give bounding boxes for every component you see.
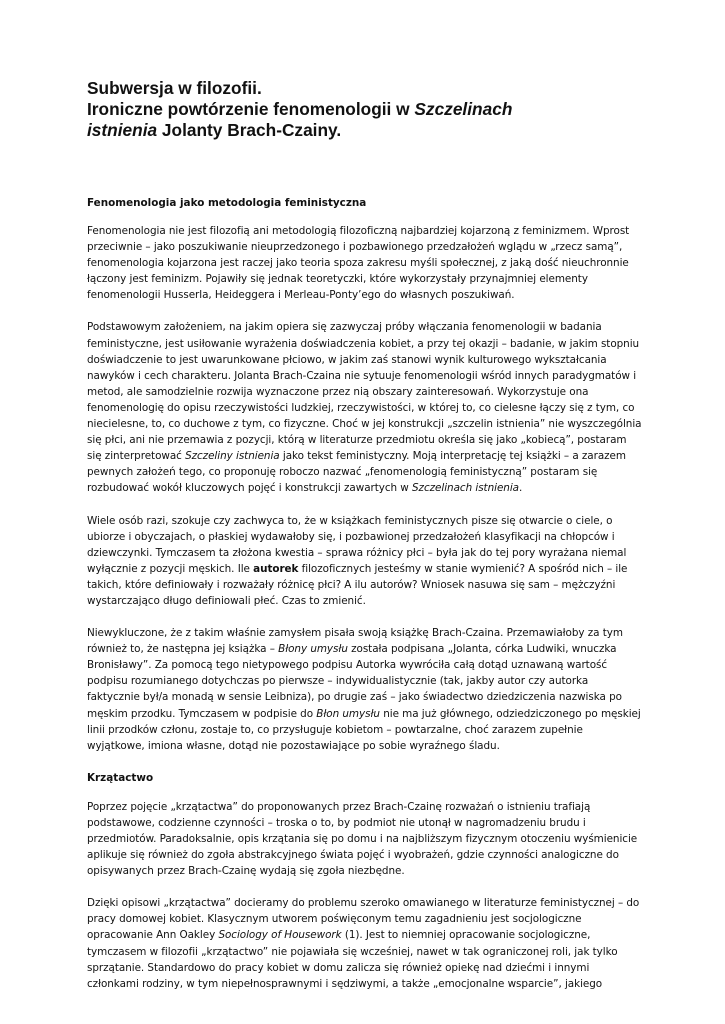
paragraph-italic: Błon umysłu xyxy=(316,707,380,720)
paragraph-bold: autorek xyxy=(253,562,299,575)
title-line-3-italic: istnienia xyxy=(87,120,158,140)
paragraph: Fenomenologia nie jest filozofią ani metodologią filozoficzną najbardziej kojarzoną z feminizmem. Wprost przeciwnie – jako poszukiwanie nieuprzedzonego i pozbawionego przedzałożeń wglądu w „rzecz samą”, fenomenologia kojarzona jest raczej jako teoria spoza zakresu myśli społecznej, z jaką dość nieuchronnie łączony jest feminizm. Pojawiły się jednak teoretyczki, które wykorzystały przynajmniej elementy fenomenologii Husserla, Heideggera i Merleau-Ponty’ego do własnych poszukiwań. xyxy=(87,225,630,302)
paragraph xyxy=(87,513,642,610)
paragraph xyxy=(87,625,642,754)
paragraph-text: nie ma już głównego, odziedziczonego po męskiej linii przodków członu, zostaje to, co przysługuje kobietom – powtarzalne, choć zarazem zupełnie wyjątkowe, imiona własne, dotąd nie pozostawiające po sobie wyraźnego śladu. xyxy=(87,707,641,752)
paragraph-italic: Szczeliny istnienia xyxy=(185,450,280,463)
paragraph-italic: Szczelinach istnienia xyxy=(412,482,519,495)
paragraph-italic: Sociology of Housework xyxy=(218,929,342,942)
title-line-2 xyxy=(87,99,642,120)
paragraph-text: (1). Jest to niemniej opracowanie socjologiczne, tymczasem w filozofii „krzątactwo” nie pojawiała się wcześniej, nawet w tak ograniczonej roli, jak tylko sprzątanie. Standardowo do pracy kobiet w domu zalicza się również opiekę nad dziećmi i innymi członkami rodziny, w tym niepełnosprawnymi i sędziwymi, a także „emocjonalne wsparcie”, jakiego xyxy=(87,929,618,990)
paragraph-italic: Błony umysłu xyxy=(278,643,348,656)
title-line-3 xyxy=(87,120,642,141)
document-title xyxy=(87,78,642,141)
title-line-1: Subwersja w filozofii. xyxy=(87,78,262,98)
paragraph-text: . xyxy=(518,482,523,495)
paragraph xyxy=(87,895,642,992)
title-line-3-text: Jolanty Brach-Czainy. xyxy=(157,120,342,140)
paragraph-text: Podstawowym założeniem, na jakim opiera się zazwyczaj próby włączania fenomenologii w badania feministyczne, jest usiłowanie wyrażenia doświadczenia kobiet, a przy tej okazji – badanie, w jakim stopniu doświadczenie to jest uwarunkowane płciowo, w jakim zaś stanowi wynik kulturowego wykształcania nawyków i cech charakteru. Jolanta Brach-Czaina nie sytuuje fenomenologii wśród innych paradygmatów i metod, ale samodzielnie rozwija wyznaczone przez nią obszary zainteresowań. Wykorzystuje ona fenomenologię do opisu rzeczywistości ludzkiej, rzeczywistości, w której to, co cielesne łączy się z tym, co niecielesne, to, co duchowe z tym, co fizyczne. Choć w jej konstrukcji „szczelin istnienia” nie wyszczególnia się płci, ani nie przemawia z pozycji, którą w literaturze przedmiotu określa się jako „kobiecą”, postaram się zinterpretować xyxy=(87,321,642,463)
section-heading-fenomenologia: Fenomenologia jako metodologia feministyczna xyxy=(87,197,367,209)
document-page xyxy=(87,78,642,1008)
paragraph xyxy=(87,319,642,496)
title-line-2-text: Ironiczne powtórzenie fenomenologii w xyxy=(87,99,415,119)
paragraph: Poprzez pojęcie „krzątactwa” do proponowanych przez Brach-Czainę rozważań o istnieniu trafiają podstawowe, codzienne czynności – troska o to, by podmiot nie utonął w nagromadzeniu brudu i przedmiotów. Paradoksalnie, opis krzątania się po domu i na najbliższym fizycznym otoczeniu wyśmienicie aplikuje się również do zgoła abstrakcyjnego świata pojęć i wyobrażeń, gdzie czynności analogiczne do opisywanych przez Brach-Czainę wydają się zgoła niezbędne. xyxy=(87,800,638,878)
section-heading-krzatactwo: Krzątactwo xyxy=(87,771,154,784)
paragraph-text: filozoficznych jesteśmy w stanie wymienić? A spośród nich – ile takich, które definiowały i rozważały różnicę płci? A ilu autorów? Wniosek nasuwa się sam – mężczyźni wystarczająco długo definiowali płeć. Czas to zmienić. xyxy=(87,562,628,607)
paragraph-text: Wiele osób razi, szokuje czy zachwyca to, że w książkach feministycznych pisze się otwarcie o ciele, o ubiorze i obyczajach, o płaskiej wydawałoby się, i pozbawionej przedzałożeń klasyfikacji na chłopców i dziewczynki. Tymczasem ta złożona kwestia – sprawa różnicy płci – była jak do tej pory wyrażana niemal wyłącznie z pozycji męskich. Ile xyxy=(87,514,627,575)
paragraph-text: Dzięki opisowi „krzątactwa” docieramy do problemu szeroko omawianego w literaturze feministycznej – do pracy domowej kobiet. Klasycznym utworem poświęconym temu zagadnieniu jest socjologiczne opracowanie Ann Oakley xyxy=(87,897,640,942)
paragraph-text: Niewykluczone, że z takim właśnie zamysłem pisała swoją książkę Brach-Czaina. Przemawiałoby za tym również to, że następna jej książka – xyxy=(87,627,623,656)
paragraph-text: jako tekst feministyczny. Moją interpretację tej książki – a zarazem pewnych założeń tego, co proponuję roboczo nazwać „fenomenologią feministyczną” postaram się rozbudować wokół kluczowych pojęć i konstrukcji zawartych w xyxy=(87,450,626,495)
title-line-2-italic: Szczelinach xyxy=(414,99,513,119)
paragraph-text: została podpisana „Jolanta, córka Ludwiki, wnuczka Bronisławy”. Za pomocą tego nietypowego podpisu Autorka wywróciła całą dotąd uznawaną wartość podpisu rozumianego dotychczas po pierwsze – indywidualistycznie (tak, jakby autor czy autorka faktycznie był/a monadą w sensie Leibniza), po drugie zaś – jako świadectwo dziedziczenia nazwiska po męskim przodku. Tymczasem w podpisie do xyxy=(87,643,622,720)
